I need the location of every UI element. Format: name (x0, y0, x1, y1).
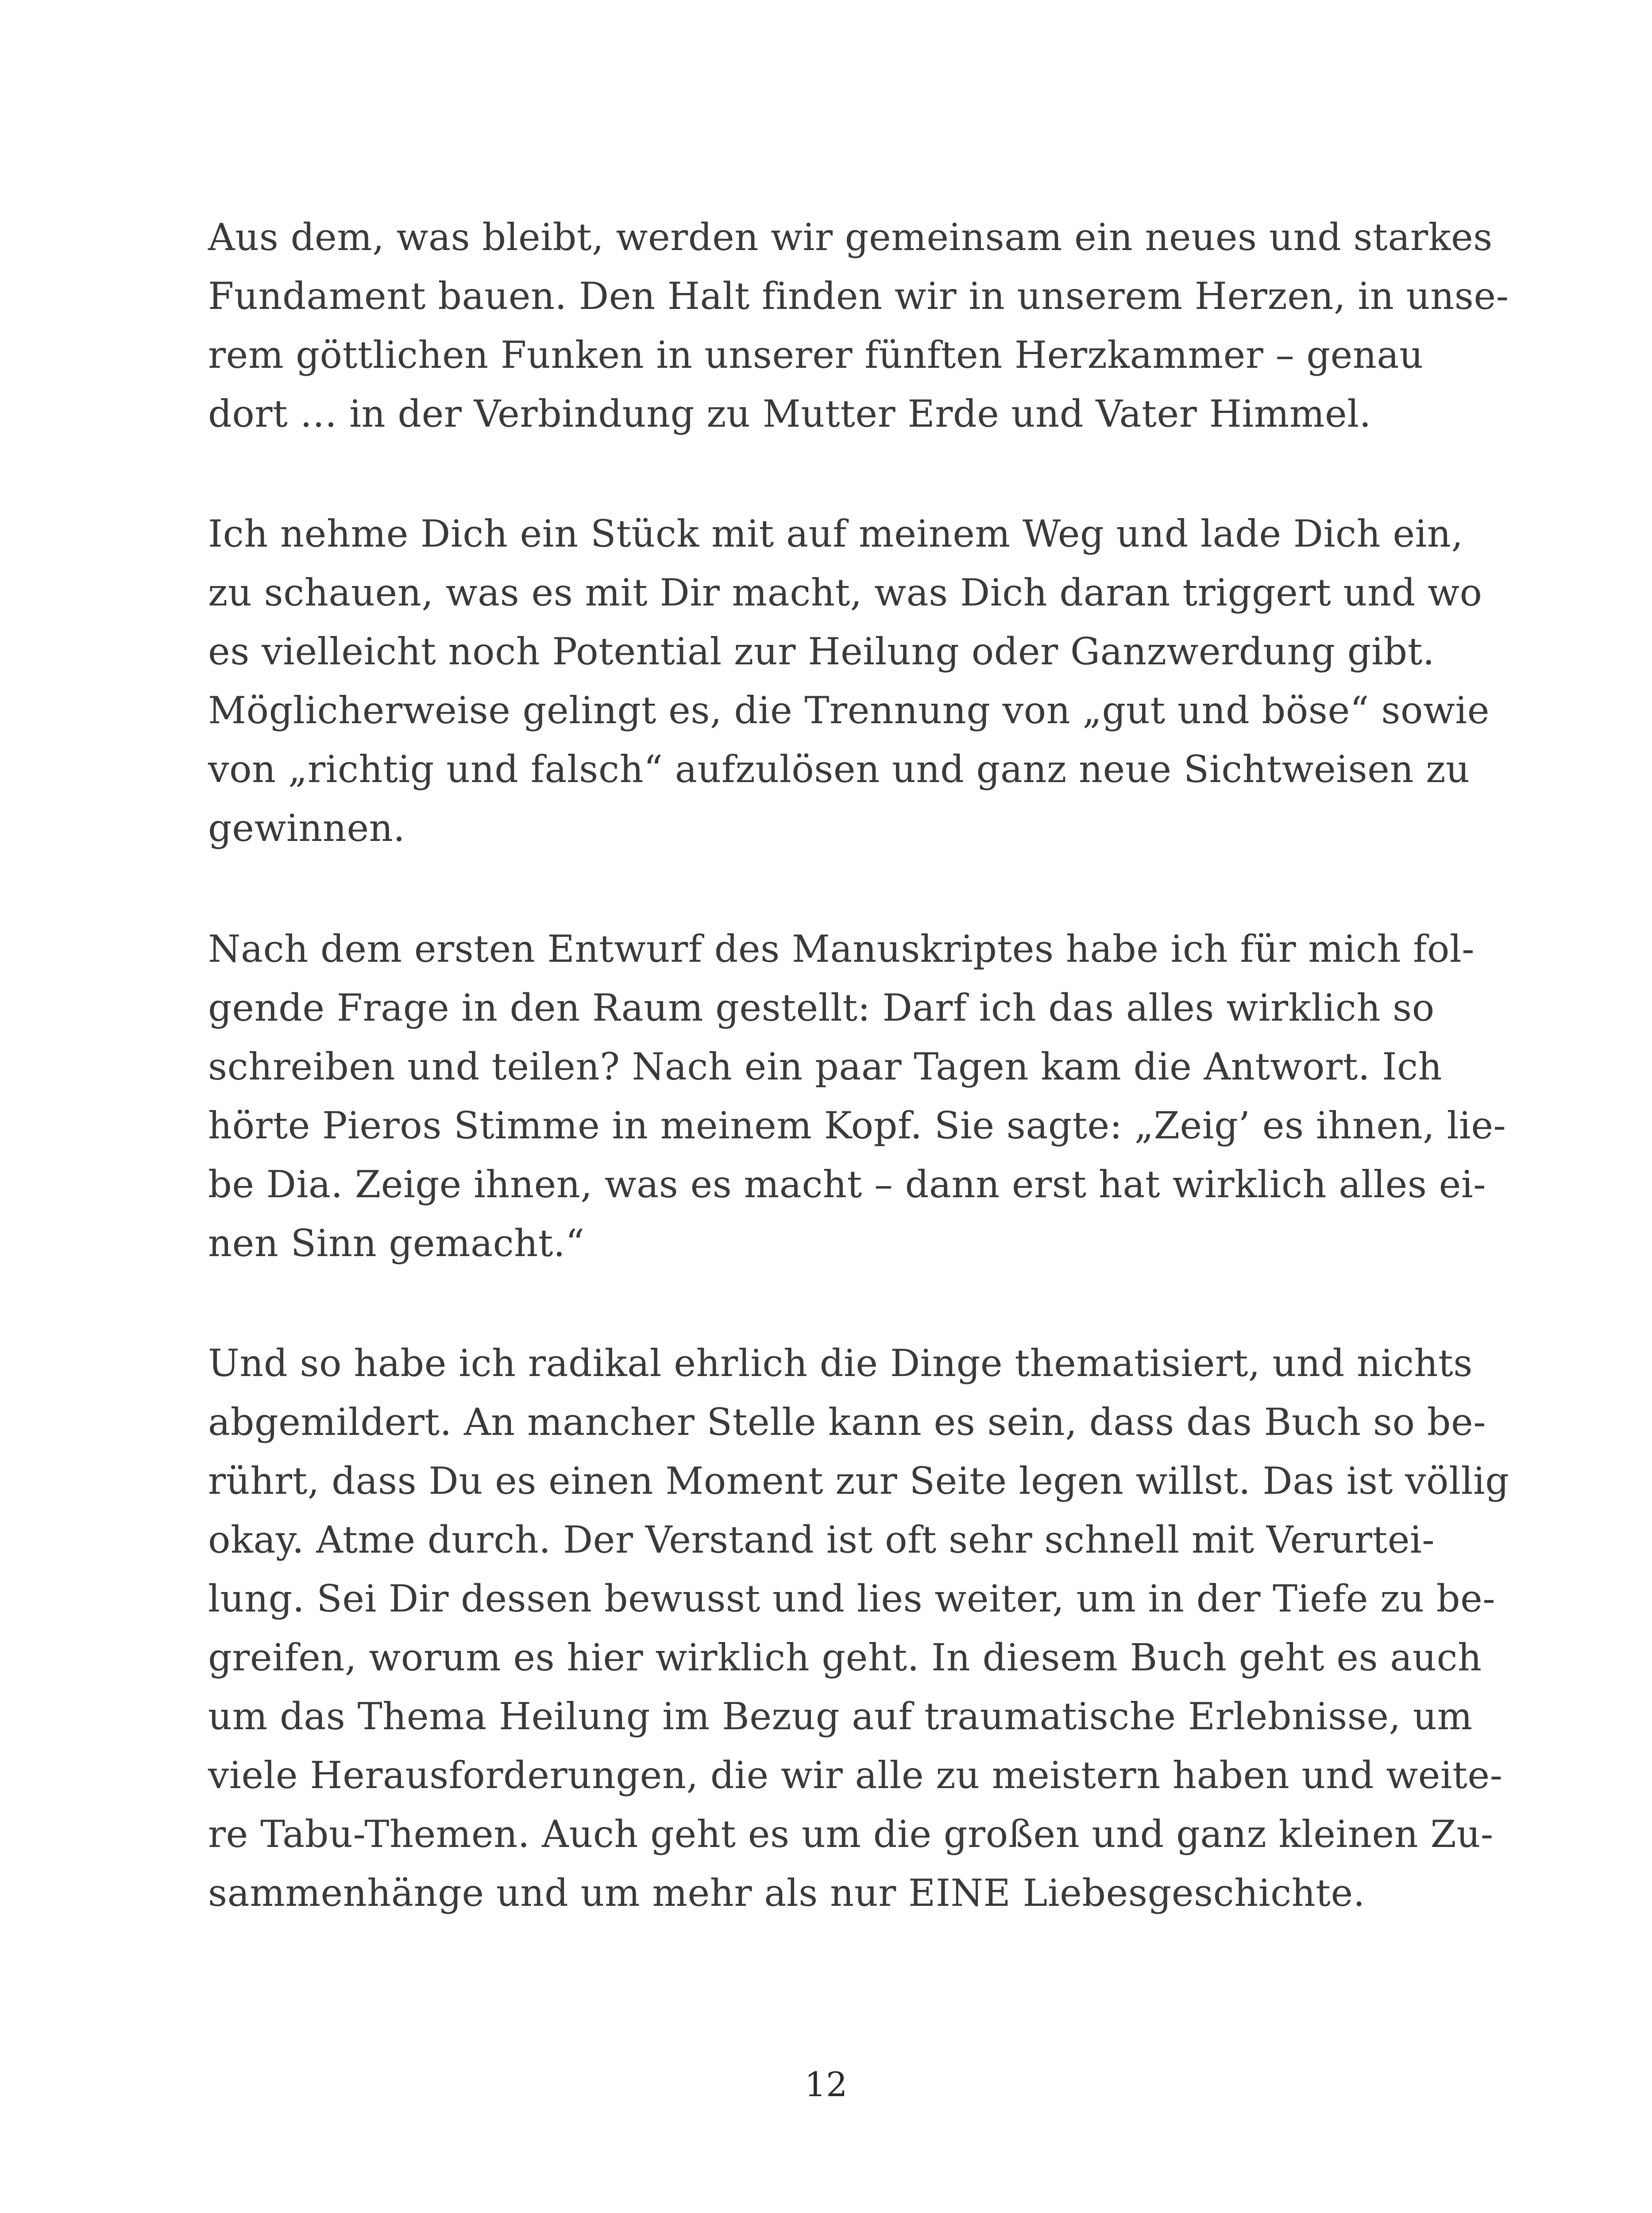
text-line: dort … in der Verbindung zu Mutter Erde und Vater Himmel. (208, 392, 1371, 436)
paragraph-4 (208, 1334, 1509, 1923)
paragraph-2 (208, 505, 1490, 858)
text-line: Fundament bauen. Den Halt finden wir in unserem Herzen, in unse- (208, 274, 1509, 318)
text-line: hörte Pieros Stimme in meinem Kopf. Sie sagte: „Zeig’ es ihnen, lie- (208, 1104, 1506, 1147)
text-line: Ich nehme Dich ein Stück mit auf meinem Weg und lade Dich ein, (208, 512, 1463, 555)
text-line: sammenhänge und um mehr als nur EINE Liebesgeschichte. (208, 1871, 1365, 1915)
text-line: re Tabu-Themen. Auch geht es um die großen und ganz kleinen Zu- (208, 1812, 1494, 1856)
text-line: Möglicherweise gelingt es, die Trennung von „gut und böse“ sowie (208, 689, 1490, 732)
text-line: von „richtig und falsch“ aufzulösen und ganz neue Sichtweisen zu (208, 748, 1470, 791)
paragraph-3 (208, 920, 1506, 1273)
text-line: es vielleicht noch Potential zur Heilung oder Ganzwerdung gibt. (208, 630, 1435, 673)
text-line: rührt, dass Du es einen Moment zur Seite legen willst. Das ist völlig (208, 1459, 1509, 1503)
text-line: schreiben und teilen? Nach ein paar Tagen kam die Antwort. Ich (208, 1045, 1443, 1088)
text-line: zu schauen, was es mit Dir macht, was Dich daran triggert und wo (208, 571, 1482, 614)
text-line: nen Sinn gemacht.“ (208, 1222, 585, 1265)
text-line: um das Thema Heilung im Bezug auf traumatische Erlebnisse, um (208, 1695, 1473, 1738)
text-line: abgemildert. An mancher Stelle kann es sein, dass das Buch so be- (208, 1400, 1486, 1444)
text-line: be Dia. Zeige ihnen, was es macht – dann erst hat wirklich alles ei- (208, 1163, 1486, 1206)
page-number: 12 (804, 2065, 848, 2104)
paragraph-1 (208, 208, 1509, 443)
text-line: gende Frage in den Raum gestellt: Darf ich das alles wirklich so (208, 986, 1435, 1029)
text-line: Und so habe ich radikal ehrlich die Dinge thematisiert, und nichts (208, 1342, 1473, 1385)
text-line: lung. Sei Dir dessen bewusst und lies weiter, um in der Tiefe zu be- (208, 1577, 1496, 1620)
text-line: rem göttlichen Funken in unserer fünften Herzkammer – genau (208, 333, 1424, 377)
text-line: okay. Atme durch. Der Verstand ist oft sehr schnell mit Verurtei- (208, 1518, 1435, 1561)
text-line: gewinnen. (208, 806, 405, 850)
text-line: Aus dem, was bleibt, werden wir gemeinsam ein neues und starkes (208, 216, 1493, 259)
text-line: viele Herausforderungen, die wir alle zu meistern haben und weite- (208, 1754, 1503, 1797)
text-line: greifen, worum es hier wirklich geht. In diesem Buch geht es auch (208, 1636, 1482, 1679)
text-line: Nach dem ersten Entwurf des Manuskriptes habe ich für mich fol- (208, 927, 1475, 971)
